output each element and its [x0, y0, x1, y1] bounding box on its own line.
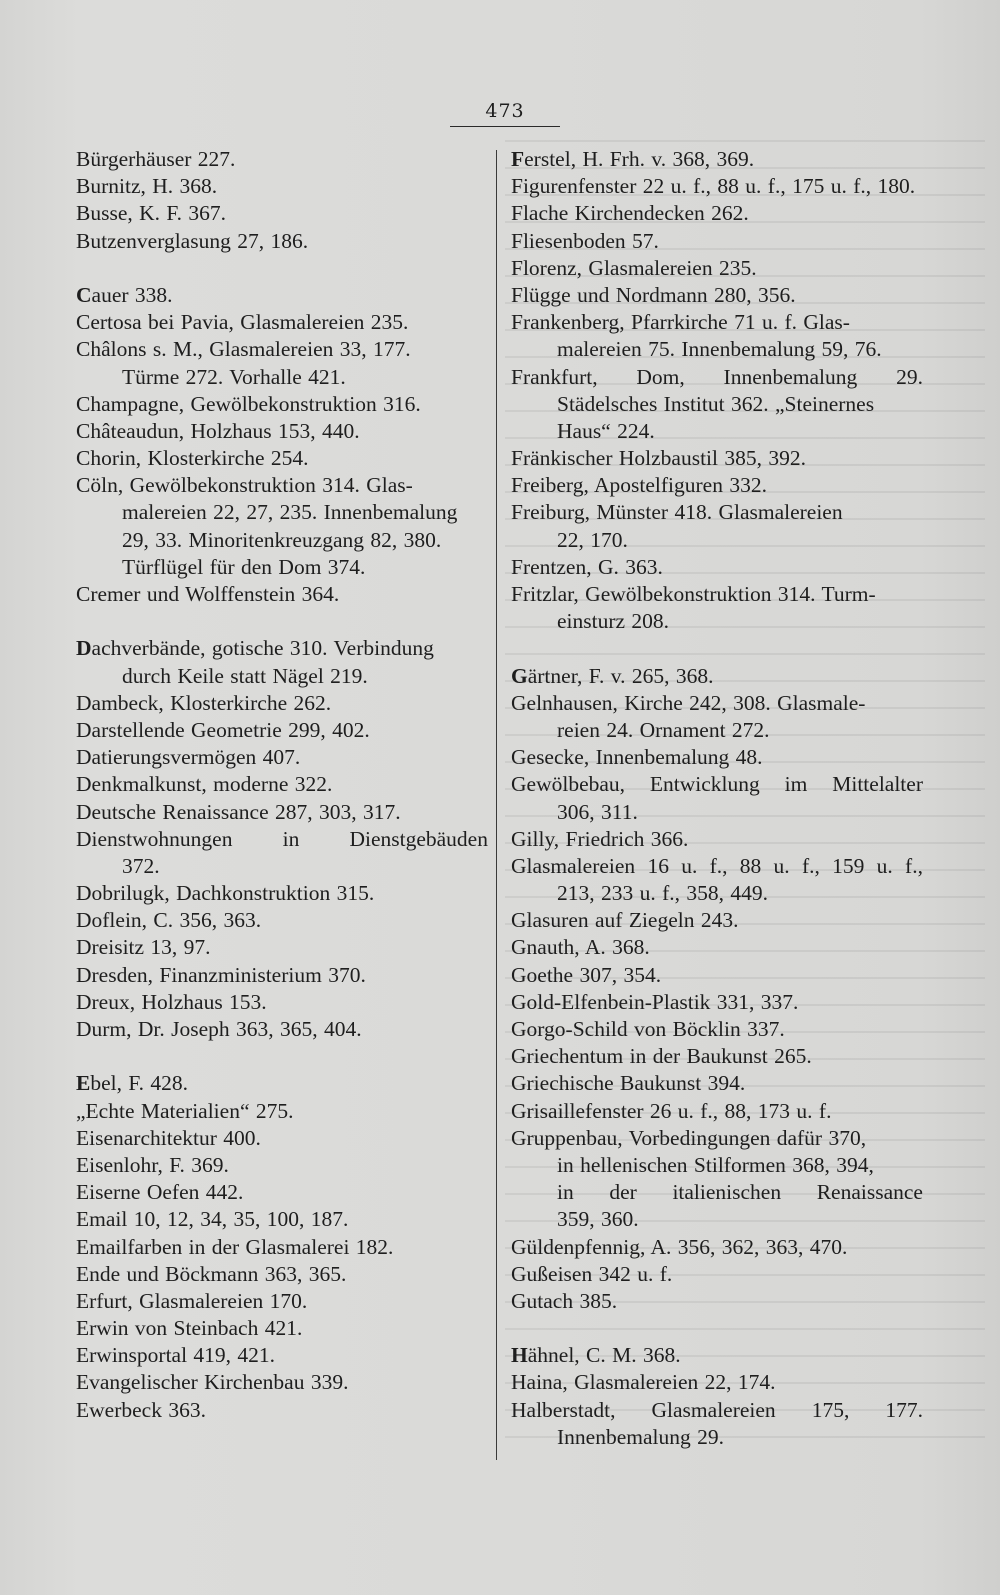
index-entry: Châteaudun, Holzhaus 153, 440.	[76, 418, 360, 443]
index-entry: Güldenpfennig, A. 356, 362, 363, 470.	[511, 1234, 848, 1259]
page-number-rule	[450, 126, 560, 127]
index-entry: Gutach 385.	[511, 1288, 618, 1313]
index-entry: Gußeisen 342 u. f.	[511, 1261, 673, 1286]
index-column-right	[511, 146, 923, 1451]
index-entry: Hähnel, C. M. 368.	[511, 1343, 681, 1368]
index-entry: Doflein, C. 356, 363.	[76, 908, 262, 933]
index-entry: Frankfurt, Dom, Innenbemalung 29.	[511, 364, 923, 389]
index-entry: Darstellende Geometrie 299, 402.	[76, 717, 370, 742]
index-entry: Glasmalereien 16 u. f., 88 u. f., 159 u. f.,	[511, 853, 923, 878]
index-entry-continuation: Städelsches Institut 362. „Steinernes	[557, 391, 875, 416]
index-entry: Dreisitz 13, 97.	[76, 935, 211, 960]
section-letter: H	[511, 1343, 528, 1368]
index-entry: Ewerbeck 363.	[76, 1397, 206, 1422]
index-entry: Gärtner, F. v. 265, 368.	[511, 663, 714, 688]
section-gap	[511, 635, 923, 662]
index-entry-continuation: durch Keile statt Nägel 219.	[122, 663, 368, 688]
index-entry: Eisenlohr, F. 369.	[76, 1152, 229, 1177]
section-letter: C	[76, 282, 92, 307]
index-entry: Griechentum in der Baukunst 265.	[511, 1044, 812, 1069]
index-entry: Freiburg, Münster 418. Glasmalereien	[511, 500, 843, 525]
column-divider	[496, 150, 497, 1460]
index-entry: Fritzlar, Gewölbekonstruktion 314. Turm-	[511, 582, 876, 606]
index-entry: Gruppenbau, Vorbedingungen dafür 370,	[511, 1125, 867, 1150]
index-entry-continuation: 359, 360.	[557, 1207, 639, 1232]
index-entry: Burnitz, H. 368.	[76, 174, 218, 199]
index-entry-continuation: 29, 33. Minoritenkreuzgang 82, 380.	[122, 527, 442, 552]
index-entry: Chorin, Klosterkirche 254.	[76, 446, 309, 471]
index-entry: Gelnhausen, Kirche 242, 308. Glasmale-	[511, 690, 866, 715]
section-letter: E	[76, 1071, 91, 1096]
index-entry-continuation: in der italienischen Renaissance	[557, 1180, 923, 1205]
index-entry: Gold-Elfenbein-Plastik 331, 337.	[511, 989, 799, 1014]
index-entry: Cremer und Wolffenstein 364.	[76, 582, 340, 606]
index-entry-continuation: Türflügel für den Dom 374.	[122, 554, 366, 579]
index-entry: Frentzen, G. 363.	[511, 554, 663, 579]
index-entry: Gorgo-Schild von Böcklin 337.	[511, 1017, 785, 1041]
index-entry: Dreux, Holzhaus 153.	[76, 989, 267, 1014]
index-entry: Eiserne Oefen 442.	[76, 1180, 244, 1205]
index-entry: Châlons s. M., Glasmalereien 33, 177.	[76, 337, 411, 362]
index-entry: Champagne, Gewölbekonstruktion 316.	[76, 391, 421, 416]
index-entry: Dambeck, Klosterkirche 262.	[76, 690, 332, 715]
index-entry: Griechische Baukunst 394.	[511, 1071, 746, 1096]
index-entry: Erwin von Steinbach 421.	[76, 1316, 303, 1341]
index-entry: Eisenarchitektur 400.	[76, 1125, 261, 1150]
section-letter: F	[511, 147, 525, 171]
index-entry-continuation: malereien 22, 27, 235. Innenbemalung	[122, 500, 458, 525]
index-entry: Busse, K. F. 367.	[76, 201, 227, 226]
index-entry-continuation: 22, 170.	[557, 527, 628, 552]
index-entry: Bürgerhäuser 227.	[76, 147, 236, 171]
index-entry: Halberstadt, Glasmalereien 175, 177.	[511, 1397, 923, 1422]
index-entry-continuation: reien 24. Ornament 272.	[557, 717, 770, 742]
section-gap	[511, 1315, 923, 1342]
section-letter: D	[76, 636, 92, 661]
index-entry: Florenz, Glasmalereien 235.	[511, 255, 757, 280]
index-entry-continuation: in hellenischen Stilformen 368, 394,	[557, 1152, 874, 1177]
index-entry: Email 10, 12, 34, 35, 100, 187.	[76, 1207, 349, 1232]
page-number: 473	[485, 100, 525, 122]
index-entry: Haina, Glasmalereien 22, 174.	[511, 1370, 776, 1395]
index-entry: Denkmalkunst, moderne 322.	[76, 772, 333, 797]
index-entry-continuation: Türme 272. Vorhalle 421.	[122, 364, 346, 389]
section-gap	[76, 608, 488, 635]
index-entry: Fränkischer Holzbaustil 385, 392.	[511, 446, 806, 471]
index-entry: Grisaillefenster 26 u. f., 88, 173 u. f.	[511, 1098, 832, 1123]
index-entry-continuation: Innenbemalung 29.	[557, 1424, 724, 1449]
index-entry: Cauer 338.	[76, 282, 173, 307]
index-entry: Glasuren auf Ziegeln 243.	[511, 908, 739, 933]
index-entry: Frankenberg, Pfarrkirche 71 u. f. Glas-	[511, 310, 850, 335]
index-entry: Gewölbebau, Entwicklung im Mittelalter	[511, 772, 923, 797]
index-entry: Butzenverglasung 27, 186.	[76, 228, 309, 253]
index-entry: Datierungsvermögen 407.	[76, 745, 301, 770]
index-entry: Dobrilugk, Dachkonstruktion 315.	[76, 881, 375, 906]
index-entry-continuation: 372.	[122, 853, 160, 878]
index-entry-continuation: Haus“ 224.	[557, 418, 655, 443]
index-entry: Durm, Dr. Joseph 363, 365, 404.	[76, 1017, 362, 1041]
index-entry: Goethe 307, 354.	[511, 962, 662, 987]
index-entry: Erwinsportal 419, 421.	[76, 1343, 276, 1368]
index-entry-continuation: einsturz 208.	[557, 609, 670, 634]
index-entry: Emailfarben in der Glasmalerei 182.	[76, 1234, 394, 1259]
index-entry-continuation: 306, 311.	[557, 799, 638, 824]
index-entry: Deutsche Renaissance 287, 303, 317.	[76, 799, 401, 824]
index-entry: Gnauth, A. 368.	[511, 935, 650, 960]
index-entry: Ende und Böckmann 363, 365.	[76, 1261, 347, 1286]
index-entry: Dienstwohnungen in Dienstgebäuden	[76, 826, 488, 851]
index-entry: Flache Kirchendecken 262.	[511, 201, 749, 226]
section-gap	[76, 255, 488, 282]
index-entry: Flügge und Nordmann 280, 356.	[511, 282, 796, 307]
index-entry-continuation: 213, 233 u. f., 358, 449.	[557, 881, 769, 906]
index-entry: Fliesenboden 57.	[511, 228, 659, 253]
index-column-left	[76, 146, 488, 1424]
index-entry: Ebel, F. 428.	[76, 1071, 188, 1096]
section-letter: G	[511, 663, 528, 688]
index-entry: Dresden, Finanzministerium 370.	[76, 962, 366, 987]
index-entry: Dachverbände, gotische 310. Verbindung	[76, 636, 434, 661]
index-entry: Figurenfenster 22 u. f., 88 u. f., 175 u. f., 180.	[511, 174, 916, 199]
index-entry: Gilly, Friedrich 366.	[511, 826, 689, 851]
index-entry: Cöln, Gewölbekonstruktion 314. Glas-	[76, 473, 413, 498]
index-entry-continuation: malereien 75. Innenbemalung 59, 76.	[557, 337, 882, 362]
index-entry: Erfurt, Glasmalereien 170.	[76, 1288, 308, 1313]
index-entry: „Echte Materialien“ 275.	[76, 1098, 294, 1123]
index-entry: Evangelischer Kirchenbau 339.	[76, 1370, 349, 1395]
index-entry: Certosa bei Pavia, Glasmalereien 235.	[76, 310, 409, 335]
index-entry: Ferstel, H. Frh. v. 368, 369.	[511, 147, 755, 171]
index-entry: Freiberg, Apostelfiguren 332.	[511, 473, 767, 498]
section-gap	[76, 1043, 488, 1070]
index-entry: Gesecke, Innenbemalung 48.	[511, 745, 763, 770]
